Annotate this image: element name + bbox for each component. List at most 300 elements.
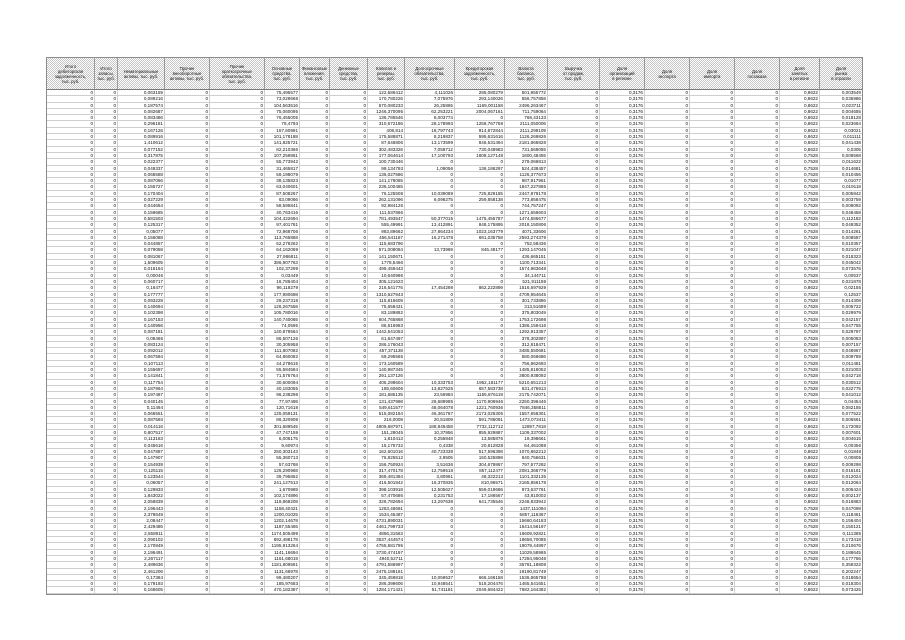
table-cell: 0,087593 (118, 417, 165, 422)
table-cell: 0,3176 (600, 537, 645, 542)
table-cell: 46,361787 (405, 411, 455, 416)
table-cell: 1,09056 (405, 166, 455, 171)
table-cell: 188,846458 (405, 424, 455, 429)
table-cell: 1155,876119 (455, 392, 505, 397)
table-cell: 0 (690, 575, 735, 580)
table-cell: 0 (95, 323, 118, 328)
table-cell: 4755,581795 (368, 543, 405, 548)
table-cell: 0 (455, 524, 505, 529)
table-cell: 0 (645, 241, 690, 246)
table-cell: 1200,01025 (265, 512, 300, 517)
table-cell: 0,7528 (780, 210, 820, 215)
table-cell: 0 (548, 247, 600, 252)
table-cell: 0 (405, 512, 455, 517)
table-cell: 0,7528 (780, 386, 820, 391)
table-cell: 0,049337 (118, 166, 165, 171)
table-cell: 1485,818052 (505, 367, 548, 372)
table-cell: 0 (548, 90, 600, 95)
table-cell: 0 (95, 166, 118, 171)
table-cell: 0 (735, 229, 780, 234)
table-cell: 19190,81749 (505, 569, 548, 574)
table-cell: 0 (645, 436, 690, 441)
table-cell: 0 (735, 430, 780, 435)
table-cell: 0 (210, 411, 265, 416)
table-cell: 0 (300, 166, 330, 171)
table-cell: 0 (95, 254, 118, 259)
table-cell: 0 (690, 216, 735, 221)
table-cell: 1778,5466 (368, 260, 405, 265)
table-cell: 0 (645, 424, 690, 429)
table-cell: 0,014308 (841, 297, 861, 303)
table-cell: 0 (330, 128, 368, 133)
table-cell: 408,814 (368, 128, 405, 133)
table-cell: 0 (47, 342, 95, 347)
table-cell: 0 (690, 304, 735, 309)
table-cell: 0 (330, 90, 368, 95)
table-cell: 0,063159 (118, 90, 165, 95)
table-cell: 0,048967 (841, 348, 861, 354)
table-cell: 0 (300, 210, 330, 215)
table-cell: 15,175732 (368, 443, 405, 448)
table-cell: 9,60974 (265, 443, 300, 448)
table-cell: 0,019118 (842, 184, 861, 190)
table-cell: 2,267117 (118, 556, 165, 561)
table-cell: 0,807517 (118, 430, 165, 435)
table-cell: 0 (548, 575, 600, 580)
table-cell: 0,3176 (600, 197, 645, 202)
table-cell: 0 (210, 210, 265, 215)
table-cell: 0 (735, 260, 780, 265)
table-cell: 0 (455, 342, 505, 347)
table-cell: 0 (548, 455, 600, 460)
table-cell: 0 (330, 550, 368, 555)
table-cell: 0 (47, 575, 95, 580)
table-cell: 0 (735, 147, 780, 152)
table-cell: 0 (47, 474, 95, 479)
column-header: Капитал и резервы, тыс. руб. (368, 58, 405, 89)
table-cell: 0 (47, 140, 95, 145)
table-cell: 0 (645, 140, 690, 145)
table-cell: 0,3176 (600, 191, 645, 196)
table-cell: 0,3176 (600, 361, 645, 366)
table-cell: 2004,067161 (455, 109, 505, 114)
table-cell: 0,00805 (844, 455, 861, 461)
table-cell: 20,51809 (405, 417, 455, 422)
table-cell: 731,569055 (505, 147, 548, 152)
table-body (47, 90, 862, 594)
table-cell: 0,8622 (780, 115, 820, 120)
table-cell: 0,010456 (841, 171, 861, 177)
table-cell: 295,080279 (455, 90, 505, 95)
table-cell: 0,003759 (841, 197, 861, 203)
table-cell: 44,278615 (265, 361, 300, 366)
table-cell: 0 (548, 147, 600, 152)
table-cell: 3,51636 (405, 462, 455, 467)
table-cell: 0,107113 (118, 361, 165, 366)
table-cell: 1126,269826 (505, 134, 548, 139)
table-cell: 855,929887 (455, 430, 505, 435)
table-cell: 0 (735, 556, 780, 561)
table-cell: 38,135823 (265, 178, 300, 183)
table-cell: 0 (210, 537, 265, 542)
table-cell: 312,818471 (505, 342, 548, 347)
table-cell: 3485,550681 (505, 348, 548, 353)
table-cell: 0 (405, 556, 455, 561)
table-cell: 892,488178 (265, 537, 300, 542)
table-cell: 386,907763 (265, 260, 300, 265)
table-cell: 0 (735, 310, 780, 315)
table-cell: 0,011111 (843, 134, 861, 140)
table-cell: 10,059537 (405, 575, 455, 580)
table-cell: 0,7528 (780, 298, 820, 303)
table-cell: 0 (548, 304, 600, 309)
table-cell: 0 (455, 254, 505, 259)
table-cell: 16609,92821 (505, 531, 548, 536)
table-cell: 34,144711 (505, 273, 548, 278)
table-cell: 0 (95, 367, 118, 372)
column-header: Итого запасы, тыс. руб. (95, 58, 118, 89)
table-cell: 0 (210, 178, 265, 183)
table-cell: 141,150671 (368, 254, 405, 259)
table-cell: 0 (300, 128, 330, 133)
table-cell: 0 (735, 121, 780, 126)
table-cell: 0 (690, 430, 735, 435)
table-cell: 0 (95, 462, 118, 467)
table-cell: 0 (95, 121, 118, 126)
table-cell: 0 (548, 298, 600, 303)
table-cell: 0 (645, 254, 690, 259)
table-cell: 0 (645, 166, 690, 171)
table-cell: 0,016161 (841, 467, 861, 473)
table-cell: 2181,866828 (505, 140, 548, 145)
table-cell: 4731,890031 (368, 518, 405, 523)
table-cell: 0 (690, 166, 735, 171)
table-cell: 0 (405, 279, 455, 284)
table-cell: 0,045042 (841, 260, 861, 266)
table-cell: 0,8622 (780, 121, 820, 126)
table-cell: 0,079058 (118, 247, 165, 252)
table-cell: 0,187964 (118, 386, 165, 391)
table-cell: 76,455005 (265, 115, 300, 120)
table-cell: 0,7528 (780, 266, 820, 271)
table-cell: 0,3176 (600, 90, 645, 95)
table-cell: 0,177777 (118, 292, 165, 297)
table-cell: 0 (47, 128, 95, 133)
table-cell: 0 (165, 493, 210, 498)
table-cell: 0 (47, 386, 95, 391)
table-cell: 310,672186 (368, 121, 405, 126)
column-header: Кредиторская задолженность, тыс. руб. (455, 58, 505, 89)
table-cell: 0,3176 (600, 159, 645, 164)
table-cell: 0 (210, 310, 265, 315)
table-cell: 0 (95, 550, 118, 555)
table-cell: 0 (330, 279, 368, 284)
table-cell: 0 (455, 354, 505, 359)
table-cell: 0 (548, 487, 600, 492)
table-cell: 0,3176 (600, 134, 645, 139)
table-cell: 0 (330, 562, 368, 567)
table-cell: 0,014261 (841, 228, 861, 234)
table-cell: 0 (455, 329, 505, 334)
table-cell: 0 (95, 354, 118, 359)
table-cell: 0 (645, 292, 690, 297)
table-cell: 151,28045 (368, 430, 405, 435)
table-cell: 0 (165, 487, 210, 492)
column-header: Доля занятых в регионе (780, 58, 820, 89)
table-cell: 0 (548, 184, 600, 189)
table-cell: 0 (165, 399, 210, 404)
table-cell: 7682,164382 (505, 587, 548, 592)
table-cell: 0 (735, 499, 780, 504)
table-cell: 4940,52711 (368, 556, 405, 561)
table-cell: 0 (735, 140, 780, 145)
table-cell: 0 (165, 480, 210, 485)
table-cell: 0,3176 (600, 147, 645, 152)
table-cell: 0 (645, 430, 690, 435)
table-row (47, 587, 862, 593)
table-cell: 47,747159 (265, 430, 300, 435)
table-cell: 2,378649 (118, 512, 165, 517)
table-cell: 120,71618 (265, 405, 300, 410)
table-cell: 250,303143 (265, 449, 300, 454)
table-cell: 0 (47, 543, 95, 548)
table-cell: 0 (405, 550, 455, 555)
table-cell: 13,73969 (405, 247, 455, 252)
table-cell: 0,077152 (118, 147, 165, 152)
table-cell: 0,04454 (844, 398, 861, 404)
table-cell: 141,176065 (368, 178, 405, 183)
table-cell: 0 (210, 121, 265, 126)
table-cell: 0 (165, 241, 210, 246)
table-cell: 1557,658301 (505, 411, 548, 416)
table-cell: 0 (95, 436, 118, 441)
table-cell: 0 (645, 103, 690, 108)
table-cell: 0,3176 (600, 229, 645, 234)
table-cell: 0 (548, 273, 600, 278)
table-cell: 0 (165, 317, 210, 322)
table-cell: 0 (690, 399, 735, 404)
table-cell: 0 (330, 411, 368, 416)
table-cell: 0,7528 (780, 317, 820, 322)
table-cell: 845,48177 (455, 247, 505, 252)
table-cell: 0 (330, 153, 368, 158)
table-cell: 3800,938092 (505, 373, 548, 378)
table-cell: 0 (405, 317, 455, 322)
table-cell: 13,585876 (455, 436, 505, 441)
table-cell: 0 (165, 285, 210, 290)
table-cell: 0 (735, 128, 780, 133)
table-cell: 0 (47, 506, 95, 511)
table-cell: 0,012064 (841, 480, 861, 486)
table-cell: 17,100793 (405, 153, 455, 158)
table-cell: 0,3176 (600, 304, 645, 309)
table-cell: 13,297638 (405, 499, 455, 504)
table-cell: 0 (210, 392, 265, 397)
table-cell: 0 (47, 499, 95, 504)
table-cell: 0 (165, 587, 210, 592)
table-cell: 0 (735, 178, 780, 183)
table-cell: 0,7528 (780, 241, 820, 246)
table-cell: 0 (645, 411, 690, 416)
table-cell: 0,7528 (780, 550, 820, 555)
table-cell: 0 (645, 203, 690, 208)
table-cell: 0,3176 (600, 235, 645, 240)
table-cell: 0 (300, 336, 330, 341)
table-cell: 0 (405, 159, 455, 164)
table-cell: 150,525898 (455, 455, 505, 460)
table-cell: 86,516983 (368, 323, 405, 328)
table-cell: 0 (645, 266, 690, 271)
table-cell: 0 (690, 354, 735, 359)
table-cell: 0 (210, 115, 265, 120)
table-cell: 0 (300, 480, 330, 485)
table-cell: 0,3176 (600, 512, 645, 517)
table-cell: 10,039089 (405, 191, 455, 196)
table-cell: 0 (690, 147, 735, 152)
table-cell: 0 (330, 449, 368, 454)
table-cell: 0 (165, 468, 210, 473)
table-cell: 0 (300, 506, 330, 511)
table-cell: 0,005722 (841, 304, 861, 310)
table-cell: 0 (330, 285, 368, 290)
table-cell: 0 (300, 354, 330, 359)
table-cell: 0 (645, 260, 690, 265)
table-cell: 2496,263467 (505, 103, 548, 108)
table-cell: 0 (330, 443, 368, 448)
table-cell: 0,082687 (118, 109, 165, 114)
table-cell: 0 (47, 184, 95, 189)
table-cell: 0,3176 (600, 317, 645, 322)
table-cell: 0 (210, 153, 265, 158)
table-cell: 0 (165, 172, 210, 177)
table-cell: 304,679867 (455, 462, 505, 467)
table-cell: 0 (645, 96, 690, 101)
table-cell: 86,507126 (265, 336, 300, 341)
table-cell: 0,3176 (600, 449, 645, 454)
table-cell: 0 (165, 260, 210, 265)
table-cell: 1202,14678 (265, 518, 300, 523)
table-cell: 0 (210, 172, 265, 177)
table-cell: 0,3176 (600, 247, 645, 252)
table-cell: 0 (300, 241, 330, 246)
table-cell: 0 (210, 222, 265, 227)
table-cell: 0 (95, 392, 118, 397)
table-cell: 0,010357 (841, 241, 861, 247)
table-cell: 0 (548, 399, 600, 404)
table-cell: 0 (330, 115, 368, 120)
table-cell: 52,278262 (265, 241, 300, 246)
table-cell: 0 (735, 292, 780, 297)
table-cell: 0,068588 (118, 172, 165, 177)
table-cell: 0 (300, 493, 330, 498)
table-cell: 0 (165, 411, 210, 416)
table-cell: 1473,073411 (505, 417, 548, 422)
table-cell: 0 (300, 575, 330, 580)
table-cell: 0 (735, 531, 780, 536)
table-cell: 0 (300, 285, 330, 290)
table-cell: 0 (455, 323, 505, 328)
table-cell: 0 (645, 342, 690, 347)
table-cell: 83,189882 (368, 310, 405, 315)
table-cell: 0 (548, 342, 600, 347)
table-cell: 0 (210, 493, 265, 498)
table-cell: 0 (210, 197, 265, 202)
table-cell: 0 (405, 543, 455, 548)
table-cell: 0 (690, 468, 735, 473)
table-cell: 0 (95, 90, 118, 95)
table-cell: 0 (47, 537, 95, 542)
table-cell: 848,175895 (455, 222, 505, 227)
table-cell: 0 (690, 411, 735, 416)
table-cell: 0,004615 (841, 436, 861, 442)
table-cell: 0,008587 (841, 234, 861, 240)
table-cell: 0,118461 (842, 511, 861, 517)
table-cell: 0 (95, 468, 118, 473)
table-cell: 0 (690, 462, 735, 467)
table-cell: 0 (645, 90, 690, 95)
table-cell: 0,3176 (600, 380, 645, 385)
table-cell: 0 (300, 386, 330, 391)
table-cell: 0 (548, 411, 600, 416)
column-header: Доля экспорта (645, 58, 690, 89)
table-cell: 10,333753 (405, 380, 455, 385)
table-cell: 0 (47, 436, 95, 441)
table-cell: 59,295565 (368, 354, 405, 359)
table-cell: 0 (455, 367, 505, 372)
table-cell: 0 (47, 109, 95, 114)
table-cell: 840,756631 (505, 455, 548, 460)
table-cell: 0 (210, 405, 265, 410)
table-cell: 1474,686677 (505, 216, 548, 221)
table-cell: 0 (735, 348, 780, 353)
table-cell: 0,3176 (600, 254, 645, 259)
table-cell: 0,3176 (600, 310, 645, 315)
table-cell: 1847,227865 (505, 184, 548, 189)
table-cell: 0 (548, 367, 600, 372)
table-cell: 0,154939 (118, 462, 165, 467)
table-cell: 1101,332135 (505, 474, 548, 479)
table-cell: 2,558911 (118, 531, 165, 536)
table-cell: 0 (330, 172, 368, 177)
table-cell: 0 (300, 430, 330, 435)
table-cell: 0,7528 (780, 235, 820, 240)
table-cell: 1292,913357 (505, 329, 548, 334)
table-cell: 15414,56197 (505, 524, 548, 529)
table-cell: 0 (47, 191, 95, 196)
table-cell: 0 (735, 518, 780, 523)
table-cell: 0,8622 (780, 103, 820, 108)
table-cell: 0 (330, 499, 368, 504)
table-cell: 0 (735, 254, 780, 259)
table-cell: 0 (95, 266, 118, 271)
table-cell: 0 (455, 203, 505, 208)
table-cell: 0,018128 (841, 115, 861, 121)
table-cell: 0 (330, 323, 368, 328)
table-cell: 0 (165, 436, 210, 441)
table-cell: 2049,684422 (455, 587, 505, 592)
table-cell: 0 (645, 222, 690, 227)
table-cell: 0 (548, 159, 600, 164)
table-cell: 0 (210, 380, 265, 385)
table-cell: 99,480207 (265, 575, 300, 580)
table-cell: 30,600094 (265, 380, 300, 385)
table-cell: 0 (405, 172, 455, 177)
table-cell: 0 (690, 103, 735, 108)
table-cell: 0,3176 (600, 166, 645, 171)
table-cell: 0,05077 (118, 229, 165, 234)
table-cell: 0 (210, 134, 265, 139)
table-cell: 286,399606 (368, 581, 405, 586)
